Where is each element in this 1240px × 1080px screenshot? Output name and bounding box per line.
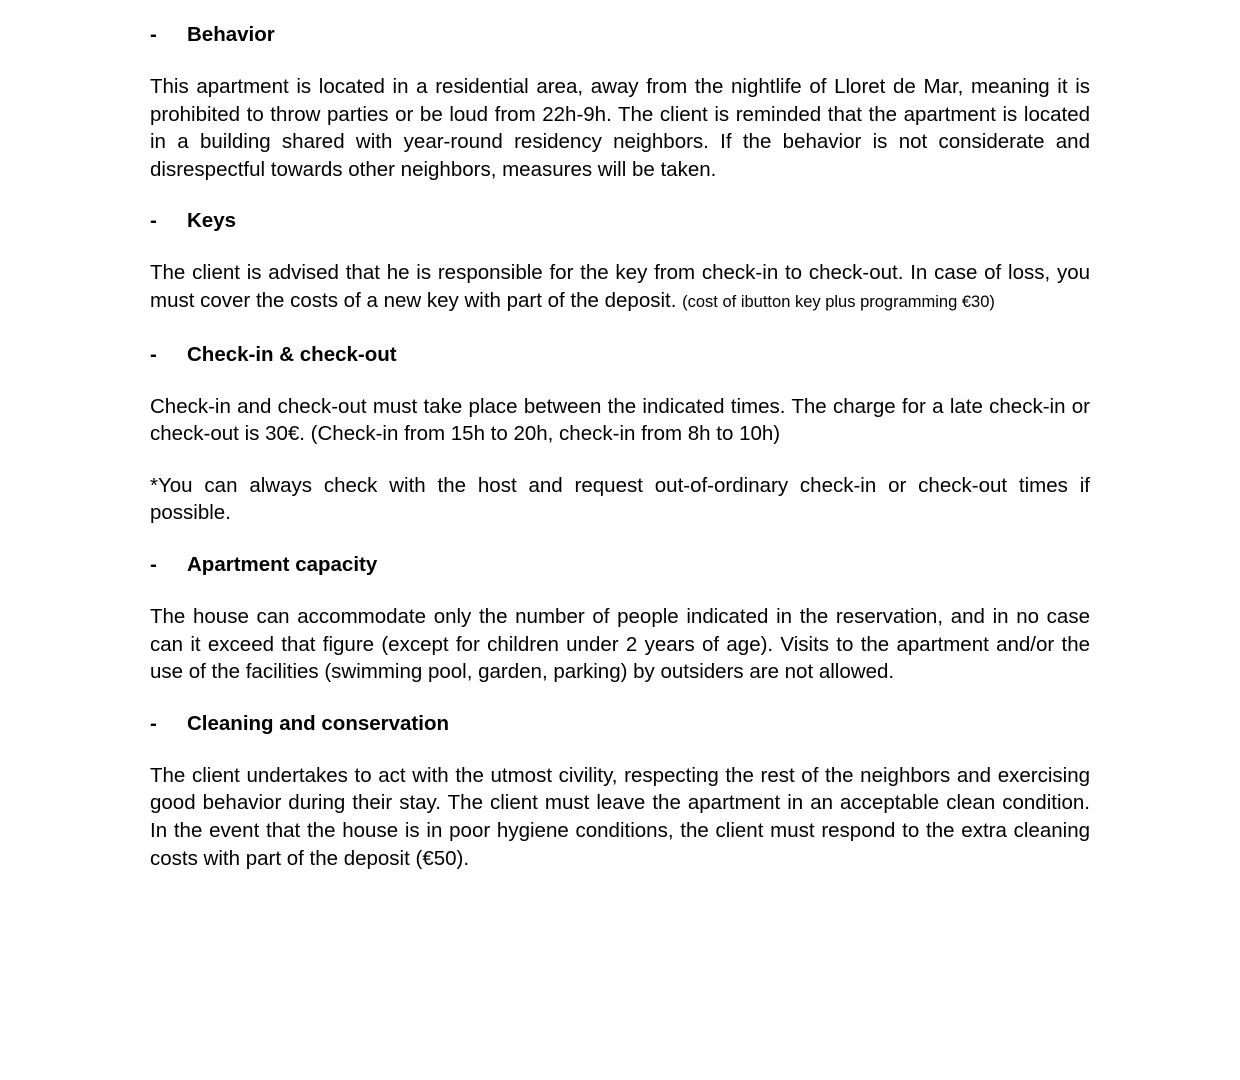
bullet-dash: - <box>150 552 157 576</box>
section-paragraph: The client undertakes to act with the utmost civility, respecting the rest of the neighbors and exercising good behavior during their stay. The client must leave the apartment in an acceptable clean condition. In the event that the house is in poor hygiene conditions, the client must respond to the extra cleaning costs with part of the deposit (€50). <box>150 763 1090 870</box>
section-title: Check-in & check-out <box>187 342 397 366</box>
section-paragraph: This apartment is located in a residential area, away from the nightlife of Lloret de Mar, meaning it is prohibited to throw parties or be loud from 22h-9h. The client is reminded that the apartment is located in a building shared with year-round residency neighbors. If the behavior is not considerate and disrespectful towards other neighbors, measures will be taken. <box>150 75 1090 181</box>
section-paragraph-keys <box>150 259 1090 316</box>
section-heading-cleaning-conservation <box>150 710 1090 738</box>
section-title: Apartment capacity <box>187 552 378 576</box>
bullet-dash: - <box>150 23 157 46</box>
bullet-dash: - <box>150 711 157 735</box>
section-paragraph: Check-in and check-out must take place between the indicated times. The charge for a late check-in or check-out is 30€. (Check-in from 15h to 20h, check-in from 8h to 10h) <box>150 394 1090 446</box>
section-title: Behavior <box>187 23 275 46</box>
keys-cost-note: (cost of ibutton key plus programming €30) <box>682 292 995 311</box>
bullet-dash: - <box>150 209 157 233</box>
section-heading-checkin-checkout <box>150 341 1090 369</box>
section-paragraph-note: *You can always check with the host and request out-of-ordinary check-in or check-out times if possible. <box>150 473 1090 525</box>
section-title: Cleaning and conservation <box>187 711 449 735</box>
bullet-dash: - <box>150 342 157 366</box>
section-title: Keys <box>187 209 237 233</box>
section-paragraph: The house can accommodate only the number of people indicated in the reservation, and in no case can it exceed that figure (except for children under 2 years of age). Visits to the apartment and/or the use of the facilities (swimming pool, garden, parking) by outsiders are not allowed. <box>150 604 1090 684</box>
section-heading-behavior <box>150 21 1090 49</box>
section-heading-apartment-capacity <box>150 551 1090 579</box>
section-heading-keys <box>150 207 1090 235</box>
document-page <box>150 21 1090 896</box>
keys-paragraph-text: The client is advised that he is responsible for the key from check-in to check-out. In case of loss, you must cover the costs of a new key with part of the deposit. <box>150 261 1090 312</box>
